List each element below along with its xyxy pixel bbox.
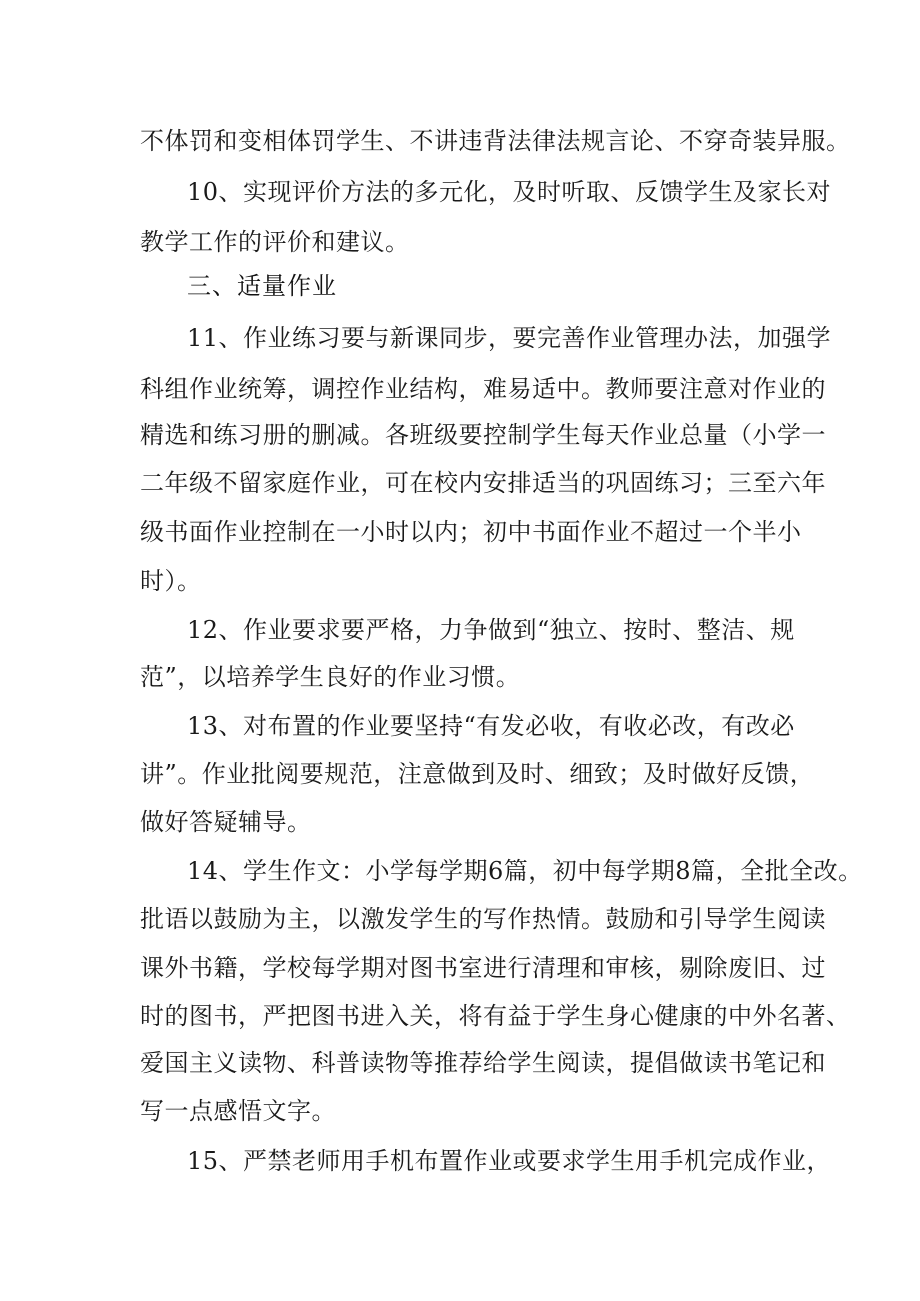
paragraph-13-line-3: 做好答疑辅导。	[140, 808, 312, 836]
paragraph-14-line-3: 课外书籍，学校每学期对图书室进行清理和审核，剔除废旧、过	[140, 954, 826, 982]
paragraph-10-line-2: 教学工作的评价和建议。	[140, 228, 410, 256]
paragraph-12-line-2: 范”，以培养学生良好的作业习惯。	[140, 663, 521, 691]
paragraph-11-line-1: 11、作业练习要与新课同步，要完善作业管理办法，加强学	[187, 324, 832, 352]
paragraph-12-line-1: 12、作业要求要严格，力争做到“独立、按时、整洁、规	[187, 616, 795, 644]
paragraph-11-line-3: 精选和练习册的删减。各班级要控制学生每天作业总量（小学一	[140, 421, 826, 449]
paragraph-13-line-2: 讲”。作业批阅要规范，注意做到及时、细致；及时做好反馈，	[140, 760, 815, 788]
paragraph-11-line-4: 二年级不留家庭作业，可在校内安排适当的巩固练习；三至六年	[140, 469, 826, 497]
paragraph-13-line-1: 13、对布置的作业要坚持“有发必收，有收必改，有改必	[187, 712, 795, 740]
paragraph-11-line-2: 科组作业统筹，调控作业结构，难易适中。教师要注意对作业的	[140, 375, 826, 403]
paragraph-14-line-2: 批语以鼓励为主，以激发学生的写作热情。鼓励和引导学生阅读	[140, 905, 826, 933]
section-heading-appropriate-homework: 三、适量作业	[187, 272, 337, 300]
paragraph-9-continuation-line: 不体罚和变相体罚学生、不讲违背法律法规言论、不穿奇装异服。	[140, 127, 851, 155]
paragraph-14-line-4: 时的图书，严把图书进入关，将有益于学生身心健康的中外名著、	[140, 1002, 851, 1030]
paragraph-14-line-5: 爱国主义读物、科普读物等推荐给学生阅读，提倡做读书笔记和	[140, 1049, 826, 1077]
paragraph-14-line-6: 写一点感悟文字。	[140, 1097, 336, 1125]
paragraph-14-line-1: 14、学生作文：小学每学期6篇，初中每学期8篇，全批全改。	[187, 857, 863, 885]
paragraph-11-line-5: 级书面作业控制在一小时以内；初中书面作业不超过一个半小	[140, 518, 802, 546]
paragraph-15-line-1: 15、严禁老师用手机布置作业或要求学生用手机完成作业，	[187, 1147, 832, 1175]
paragraph-10-line-1: 10、实现评价方法的多元化，及时听取、反馈学生及家长对	[187, 178, 832, 206]
paragraph-11-line-6: 时）。	[140, 567, 202, 595]
